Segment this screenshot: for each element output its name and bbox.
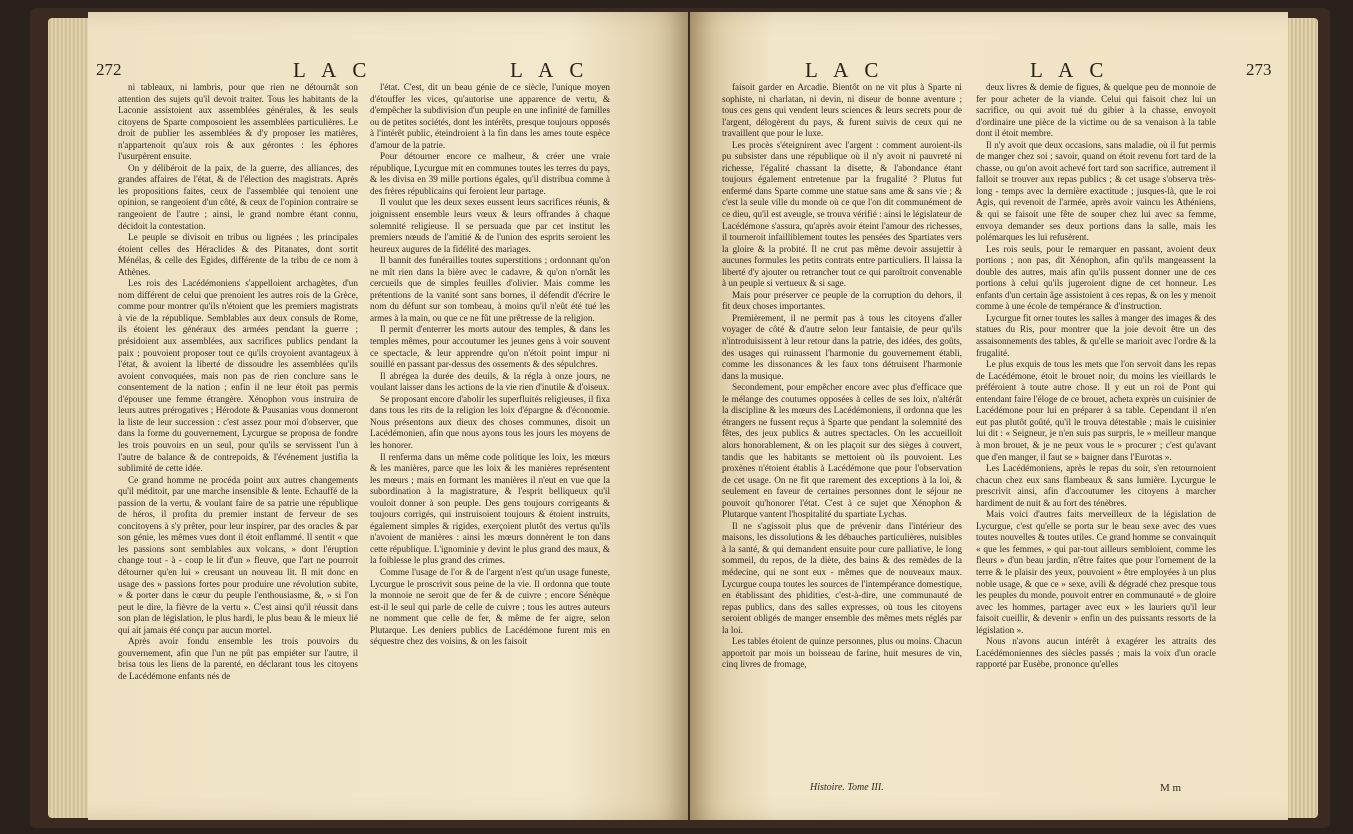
right-page-number: 273 [1246,60,1272,79]
paragraph: Il permit d'enterrer les morts autour des temples, & dans les temples mêmes, pour accoutumer les jeunes gens à voir souvent ce spectacle, & leur apprendre qu'on n'étoit point impur ni souillé en passant par-dessus des ossements & des sépulchres. [370,324,610,370]
paragraph: deux livres & demie de figues, & quelque peu de monnoie de fer pour acheter de la viande. Celui qui faisoit chez lui un sacrifice, ou qui avoit tué du gibier à la chasse, envoyoit d'ordinaire une pièce de la victime ou de sa venaison à la table dont il étoit membre. [976,82,1216,139]
paragraph: Il ne s'agissoit plus que de prévenir dans l'intérieur des maisons, les dissolutions & les débauches particulières, nuisibles à la santé, & qui demandent ensuite pour cure palliative, le long sommeil, du repos, de la diète, des bains & des remèdes de la médecine, qui ne sont eux - mêmes que de nouveaux maux. Lycurgue coupa toutes les sources de l'intempérance domestique, en établissant des phidities, c'est-à-dire, une communauté de repas publics, dans des salles expresses, où tous les citoyens seroient obligés de manger ensemble des mêmes mets réglés par la loi. [722,520,962,635]
right-page-column-1 [722,82,962,671]
paragraph: Comme l'usage de l'or & de l'argent n'est qu'un usage funeste, Lycurgue le proscrivit sous peine de la vie. Il ordonna que toute la monnoie ne seroit que de fer & de cuivre ; encore Sénèque est-il le seul qui parle de celle de cuivre ; tous les autres auteurs ne nomment que celle de fer, & même de fer aigre, selon Plutarque. Les deniers publics de Lacédémone furent mis en séquestre chez des voisins, & on les faisoit [370,566,610,647]
left-page-edges [48,18,92,818]
paragraph: l'état. C'est, dit un beau génie de ce siècle, l'unique moyen d'étouffer les vices, qu'autorise une apparence de vertu, & d'empêcher la subdivision d'un peuple en une infinité de familles ou de petites sociétés, dont les intérêts, presque toujours opposés à l'intérêt public, éteindroient à la fin dans les ames toute espèce d'amour de la patrie. [370,82,610,150]
paragraph: Nous n'avons aucun intérêt à exagérer les attraits des Lacédémoniennes des siècles passés ; mais la voix d'un oracle rapporté par Eusèbe, prononce qu'elles [976,636,1216,670]
right-page-header-right: L A C [1030,58,1110,82]
paragraph: Le peuple se divisoit en tribus ou lignées ; les principales étoient celles des Héraclides & des Pitanates, dont sortit Ménélas, & celle des Egides, différente de la tribu de ce nom à Athènes. [118,232,358,277]
paragraph: Il renferma dans un même code politique les loix, les mœurs & les manières, parce que les loix & les manières représentent les mœurs ; mais en formant les manières il n'eut en vue que la subordination à la magistrature, & l'esprit belliqueux qu'il vouloit donner à son peuple. Des gens toujours corrigeants & toujours corrigés, qui instruisoient toujours & étoient instruits, également simples & rigides, exerçoient plutôt des vertus qu'ils n'avoient de manières : ainsi les mœurs donnèrent le ton dans cette république. L'ignominie y devint le plus grand des maux, & la foiblesse le plus grand des crimes. [370,451,610,566]
paragraph: Les rois seuls, pour le remarquer en passant, avoient deux portions ; non pas, dit Xénophon, afin qu'ils mangeassent la double des autres, mais afin qu'ils pussent donner une de ces portions à celui qu'ils jugeroient digne de cet honneur. Les enfants d'un certain âge assistoient à ces repas, & on les y menoit comme à une école de tempérance & d'instruction. [976,243,1216,312]
right-page-edges [1286,18,1318,818]
paragraph: Ce grand homme ne procéda point aux autres changements qu'il méditoit, par une marche insensible & lente. Echauffé de la passion de la vertu, & voulant faire de sa patrie une république de héros, il profita du premier instant de ferveur de ses concitoyens à s'y prêter, pour leur inspirer, par des oracles & par son génie, les mêmes vues dont il étoit enflammé. Il sentit « que les passions sont semblables aux volcans, » dont l'éruption change tout - à - coup le lit d'un » fleuve, que l'art ne pourroit détourner qu'en lui » creusant un nouveau lit. Il mit donc en usage des » passions fortes pour produire une révolution subite, » & porter dans le cœur du peuple l'enthousiasme, &, » si l'on peut le dire, la fièvre de la vertu ». C'est ainsi qu'il réussit dans son plan de législation, le plus hardi, le plus beau & le mieux lié qui ait jamais été conçu par aucun mortel. [118,474,358,635]
paragraph: Il bannit des funérailles toutes superstitions ; ordonnant qu'on ne mît rien dans la bière avec le cadavre, & qu'on n'ornât les cercueils que de simples feuilles d'olivier. Mais comme les prétentions de la vanité sont sans bornes, il défendit d'écrire le nom du défunt sur son tombeau, à moins qu'il n'eût été tué les armes à la main, ou que ce ne fût une prêtresse de la religion. [370,255,610,323]
paragraph: ni tableaux, ni lambris, pour que rien ne détournât son attention des sujets qu'il devoit traiter. Tous les habitants de la Laconie assistoient aux assemblées générales, & les seuls citoyens de Sparte composoient les assemblées particulières. Le droit de publier les assemblées & d'y proposer les matières, n'appartenoit qu'aux rois & aux gérontes : les éphores l'usurpèrent ensuite. [118,82,358,162]
paragraph: Se proposant encore d'abolir les superfluités religieuses, il fixa dans tous les rits de la religion les loix d'épargne & d'économie. Nous présentons aux dieux des choses communes, disoit un Lacédémonien, afin que nous ayons tous les jours les moyens de les honorer. [370,393,611,450]
paragraph: Les tables étoient de quinze personnes, plus ou moins. Chacun apportoit par mois un boisseau de farine, huit mesures de vin, cinq livres de fromage, [722,636,962,670]
paragraph: Secondement, pour empêcher encore avec plus d'efficace que le mélange des coutumes opposées à celles de ses loix, n'altérât la discipline & les mœurs des Lacédémoniens, il ordonna que les étrangers ne fussent reçus à Sparte que pendant la solemnité des fêtes, des jeux publics & autres spectacles. On les accueilloit alors honorablement, & on les plaçoit sur des sièges à couvert, tandis que les habitants se mettoient où ils pouvoient. Les proxènes n'étoient établis à Lacédémone que pour l'observation de cet usage. On ne fit que rarement des exceptions à la loi, & seulement en faveur de certaines personnes dont le séjour ne pouvoit qu'honorer l'état. C'est à ce sujet que Xénophon & Plutarque vantent l'hospitalité du spartiate Lychas. [722,382,962,520]
paragraph: Premièrement, il ne permit pas à tous les citoyens d'aller voyager de côté & d'autre selon leur fantaisie, de peur qu'ils n'introduisissent à leur retour dans la patrie, des idées, des goûts, des usages qui ruinassent l'harmonie du gouvernement établi, comme les dissonances & les faux tons détruisent l'harmonie dans la musique. [722,312,962,381]
left-page-column-2 [370,82,610,648]
paragraph: Pour détourner encore ce malheur, & créer une vraie république, Lycurgue mit en communes toutes les terres du pays, & les divisa en 39 mille portions égales, qu'il distribua comme à des frères républicains qui feroient leur partage. [370,151,610,196]
paragraph: Mais voici d'autres faits merveilleux de la législation de Lycurgue, c'est qu'elle se porta sur le beau sexe avec des vues toutes nouvelles & toutes utiles. Ce grand homme se convainquit « que les femmes, » qui par-tout ailleurs sembloient, comme les fleurs » d'un beau jardin, n'être faites que pour l'ornement de la terre & le plaisir des yeux, pouvoient » être employées à un plus noble usage, & que ce » sexe, avili & dégradé chez presque tous les peuples du monde, pouvoit entrer en communauté » de gloire avec les hommes, partager avec eux » les lauriers qu'il leur faisoit cueillir, & devenir » enfin un des puissants ressorts de la législation ». [976,509,1216,635]
paragraph: Les procès s'éteignirent avec l'argent : comment auroient-ils pu subsister dans une république où il n'y avoit ni pauvreté ni richesse, l'égalité chassant la disette, & l'abondance étant toujours également entretenue par la frugalité ? Plutus fut enfermé dans Sparte comme une statue sans ame & sans vie ; & c'est la seule ville du monde où ce que l'on dit communément de ce dieu, qu'il est aveugle, se trouva vérifié : ainsi le législateur de Lacédémone s'assura, qu'après avoir éteint l'amour des richesses, il tourneroit infailliblement toutes les pensées des Spartiates vers la gloire & la probité. Il ne crut pas même devoir assujettir à aucunes formules les petits contrats entre particuliers. Il laissa la liberté d'y ajouter ou retrancher tout ce qui paroîtroit convenable à un peuple si vertueux & si sage. [722,139,962,289]
paragraph: faisoit garder en Arcadie. Bientôt on ne vit plus à Sparte ni sophiste, ni charlatan, ni devin, ni diseur de bonne aventure ; tous ces gens qui vendent leurs sciences & leurs secrets pour de l'argent, délogèrent du pays, & furent suivis de ceux qui ne travaillent que pour le luxe. [722,82,962,139]
paragraph: Les Lacédémoniens, après le repas du soir, s'en retournoient chacun chez eux sans flambeaux & sans lumière. Lycurgue le prescrivit ainsi, afin d'accoutumer les citoyens à marcher hardiment de nuit & au fort des ténèbres. [976,463,1216,508]
paragraph: Mais pour préserver ce peuple de la corruption du dehors, il fit deux choses importantes. [722,289,962,312]
left-page-number: 272 [96,60,122,79]
paragraph: Il n'y avoit que deux occasions, sans maladie, où il fut permis de manger chez soi ; savoir, quand on étoit revenu fort tard de la chasse, ou qu'on avoit achevé fort tard son sacrifice, autrement il falloit se trouver aux repas publics ; & cet usage s'observa très-long - temps avec la dernière exactitude ; jusques-là, que le roi Agis, qui revenoit de l'armée, après avoir vaincu les Athéniens, & qui se faisoit une fête de souper chez lui avec sa femme, envoya demander ses deux portions dans la salle, mais les polémarques les lui refusèrent. [976,139,1216,243]
paragraph: Le plus exquis de tous les mets que l'on servoit dans les repas de Lacédémone, étoit le brouet noir, du moins les vieillards le préféroient à toute autre chose. Il y eut un roi de Pont qui entendant faire l'éloge de ce brouet, acheta exprès un cuisinier de Lacédémone pour lui en préparer à sa table. Cependant il n'en eut pas plutôt goûté, qu'il le trouva détestable ; mais le cuisinier lui dit : « Seigneur, je n'en suis pas surpris, le » meilleur manque à mon brouet, & je ne peux vous le » procurer ; c'est qu'avant que d'en manger, il faut se » baigner dans l'Eurotas ». [976,359,1216,462]
right-page-signature: M m [1160,782,1182,794]
book-spread [30,8,1330,828]
paragraph: Il abrégea la durée des deuils, & la régla à onze jours, ne voulant laisser dans les actions de la vie rien d'inutile & d'oiseux. [370,370,610,393]
right-page [690,12,1288,820]
left-page-column-1 [118,82,358,682]
paragraph: Après avoir fondu ensemble les trois pouvoirs du gouvernement, afin que l'un ne pût pas empiéter sur l'autre, il brisa tous les liens de la parenté, en déclarant tous les citoyens de Lacédémone enfants nés de [118,636,358,681]
paragraph: On y délibéroit de la paix, de la guerre, des alliances, des grandes affaires de l'état, & de l'élection des magistrats. Après les propositions faites, ceux de l'assemblée qui tenoient une opinion, se rangeoient d'un côté, & ceux de l'opinion contraire se rangeoient de l'autre ; ainsi, le grand nombre étant connu, décidoit la contestation. [118,162,358,231]
left-page [88,12,688,820]
left-page-header-left: L A C [293,58,373,82]
paragraph: Lycurgue fit orner toutes les salles à manger des images & des statues du Ris, pour montrer que la joie devoit être un des assaisonnements des tables, & qu'elle se marioit avec l'ordre & la frugalité. [976,312,1216,358]
paragraph: Il voulut que les deux sexes eussent leurs sacrifices réunis, & joignissent ensemble leurs vœux & leurs offrandes à chaque solemnité religieuse. Il se persuada que par cet institut les premiers nœuds de l'amitié & de l'union des esprits seroient les heureux augures de la fidélité des mariages. [370,197,610,254]
right-page-footer: Histoire. Tome III. [810,782,884,793]
left-page-header-right: L A C [510,58,590,82]
right-page-column-2 [976,82,1216,671]
right-page-header-left: L A C [805,58,885,82]
paragraph: Les rois des Lacédémoniens s'appelloient archagètes, d'un nom différent de celui que prenoient les autres rois de la Grèce, comme pour montrer qu'ils n'étoient que les premiers magistrats à vie de la république. Semblables aux deux consuls de Rome, ils étoient les généraux des armées pendant la guerre ; présidoient aux assemblées, aux sacrifices publics pendant la paix ; pouvoient proposer tout ce qu'ils croyoient avantageux à l'état, & avoient la liberté de dissoudre les assemblées qu'ils avoient convoquées, mais non pas de rien conclure sans le consentement de la nation ; enfin il ne leur étoit pas permis d'épouser une femme étrangère. Xénophon vous instruira de leurs autres prérogatives ; Hérodote & Pausanias vous donneront la liste de leur succession : c'est assez pour moi d'observer, que dans la forme du gouvernement, Lycurgue se proposa de fondre les trois pouvoirs en un seul, pour qu'ils se servissent l'un à l'autre de balance & de contrepoids, & l'événement justifia la sublimité de cette idée. [118,278,358,474]
